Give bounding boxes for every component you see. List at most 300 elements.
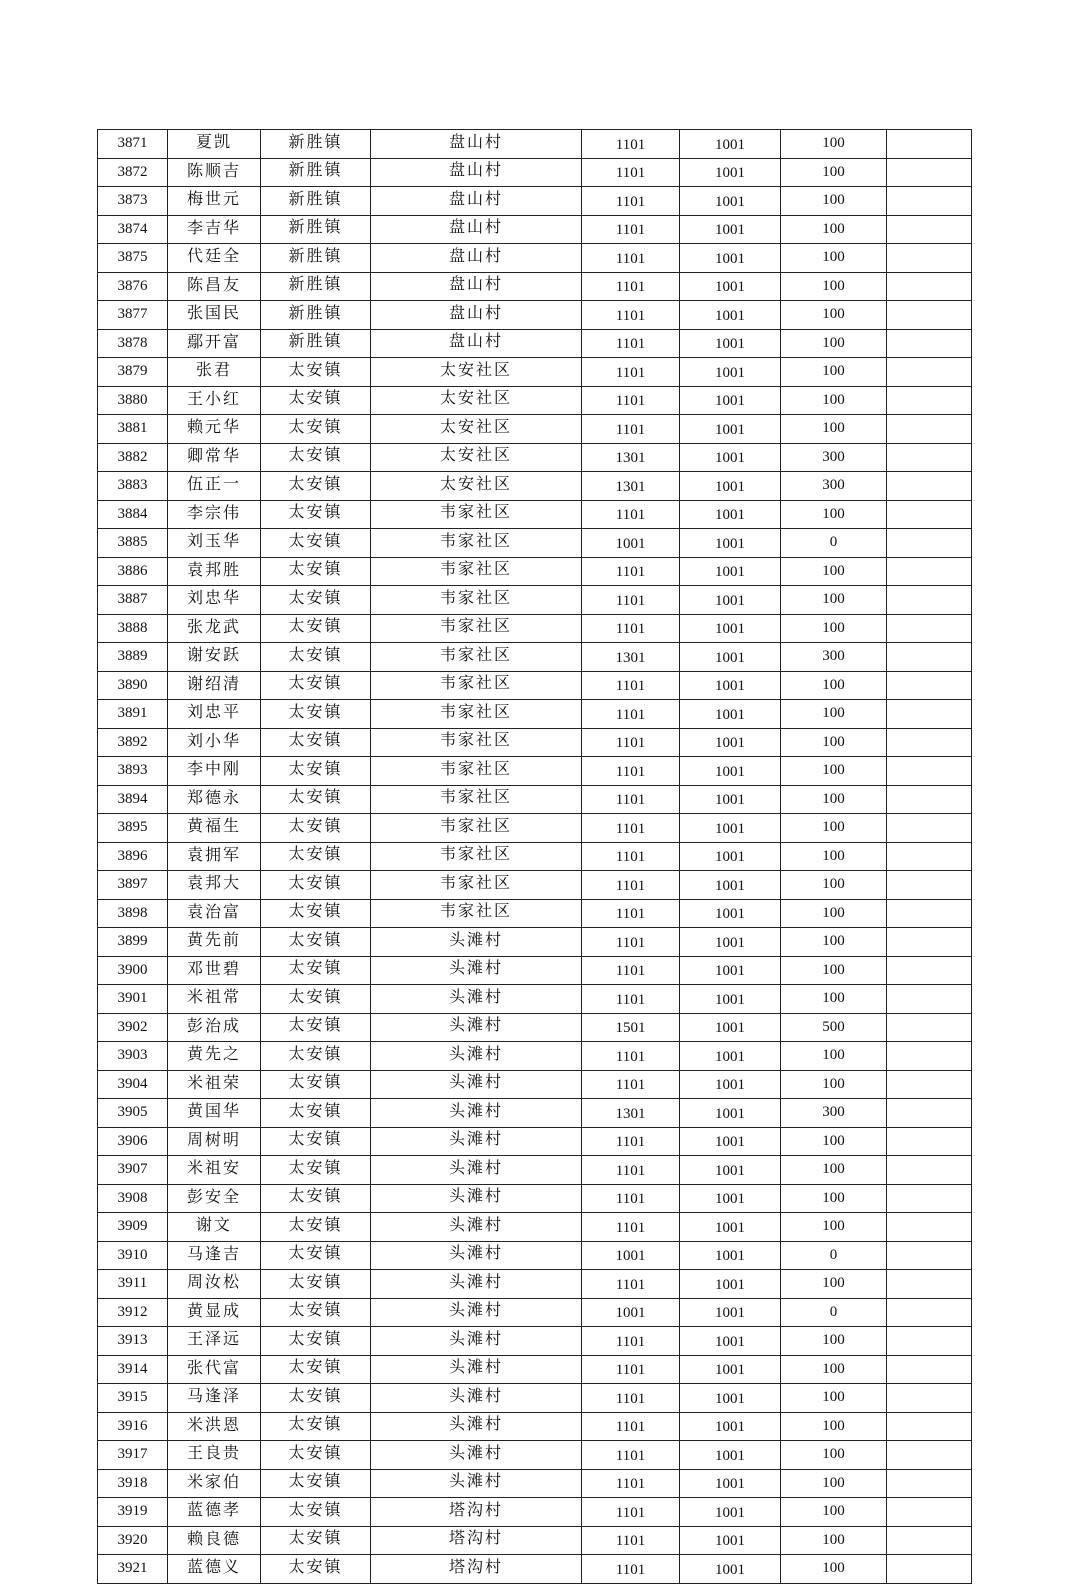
amount-cell: 100: [781, 842, 887, 871]
remark-cell: [887, 529, 972, 558]
town-cell: 太安镇: [261, 1241, 371, 1270]
village-cell: 韦家社区: [371, 757, 582, 786]
table-row: [98, 1384, 972, 1413]
remark-cell: [887, 1526, 972, 1555]
town-cell: 太安镇: [261, 1412, 371, 1441]
name-cell: 鄢开富: [168, 329, 261, 358]
village-cell: 头滩村: [371, 1469, 582, 1498]
town-cell: 新胜镇: [261, 272, 371, 301]
amount-cell: 100: [781, 1156, 887, 1185]
serial-number-cell: 3890: [98, 671, 168, 700]
name-cell: 陈昌友: [168, 272, 261, 301]
name-cell: 米祖安: [168, 1156, 261, 1185]
table-row: [98, 614, 972, 643]
code-a-cell: 1101: [582, 1327, 680, 1356]
serial-number-cell: 3893: [98, 757, 168, 786]
serial-number-cell: 3908: [98, 1184, 168, 1213]
name-cell: 李宗伟: [168, 500, 261, 529]
amount-cell: 100: [781, 1042, 887, 1071]
code-b-cell: 1001: [680, 1127, 781, 1156]
serial-number-cell: 3886: [98, 557, 168, 586]
serial-number-cell: 3888: [98, 614, 168, 643]
name-cell: 卿常华: [168, 443, 261, 472]
amount-cell: 100: [781, 415, 887, 444]
table-row: [98, 358, 972, 387]
code-a-cell: 1101: [582, 500, 680, 529]
town-cell: 太安镇: [261, 386, 371, 415]
amount-cell: 100: [781, 1127, 887, 1156]
name-cell: 伍正一: [168, 472, 261, 501]
remark-cell: [887, 244, 972, 273]
code-a-cell: 1101: [582, 842, 680, 871]
remark-cell: [887, 1156, 972, 1185]
serial-number-cell: 3883: [98, 472, 168, 501]
serial-number-cell: 3901: [98, 985, 168, 1014]
amount-cell: 100: [781, 700, 887, 729]
remark-cell: [887, 1469, 972, 1498]
serial-number-cell: 3921: [98, 1555, 168, 1584]
name-cell: 黄先前: [168, 928, 261, 957]
serial-number-cell: 3892: [98, 728, 168, 757]
table-row: [98, 1412, 972, 1441]
town-cell: 太安镇: [261, 871, 371, 900]
remark-cell: [887, 472, 972, 501]
code-b-cell: 1001: [680, 1070, 781, 1099]
name-cell: 黄国华: [168, 1099, 261, 1128]
amount-cell: 100: [781, 1526, 887, 1555]
code-a-cell: 1501: [582, 1013, 680, 1042]
amount-cell: 100: [781, 500, 887, 529]
table-row: [98, 1184, 972, 1213]
serial-number-cell: 3912: [98, 1298, 168, 1327]
amount-cell: 100: [781, 1469, 887, 1498]
town-cell: 太安镇: [261, 985, 371, 1014]
name-cell: 彭安全: [168, 1184, 261, 1213]
name-cell: 袁邦大: [168, 871, 261, 900]
remark-cell: [887, 1013, 972, 1042]
code-a-cell: 1101: [582, 187, 680, 216]
remark-cell: [887, 586, 972, 615]
code-a-cell: 1101: [582, 358, 680, 387]
amount-cell: 100: [781, 215, 887, 244]
village-cell: 头滩村: [371, 1241, 582, 1270]
code-a-cell: 1101: [582, 785, 680, 814]
remark-cell: [887, 130, 972, 159]
remark-cell: [887, 1099, 972, 1128]
code-a-cell: 1101: [582, 215, 680, 244]
remark-cell: [887, 1127, 972, 1156]
name-cell: 郑德永: [168, 785, 261, 814]
table-row: [98, 1241, 972, 1270]
table-row: [98, 586, 972, 615]
village-cell: 太安社区: [371, 386, 582, 415]
amount-cell: 100: [781, 329, 887, 358]
village-cell: 盘山村: [371, 158, 582, 187]
village-cell: 头滩村: [371, 956, 582, 985]
table-row: [98, 158, 972, 187]
serial-number-cell: 3899: [98, 928, 168, 957]
remark-cell: [887, 1327, 972, 1356]
code-a-cell: 1101: [582, 557, 680, 586]
amount-cell: 100: [781, 899, 887, 928]
code-a-cell: 1101: [582, 301, 680, 330]
serial-number-cell: 3881: [98, 415, 168, 444]
table-row: [98, 1469, 972, 1498]
village-cell: 头滩村: [371, 1156, 582, 1185]
name-cell: 邓世碧: [168, 956, 261, 985]
remark-cell: [887, 785, 972, 814]
amount-cell: 100: [781, 985, 887, 1014]
serial-number-cell: 3897: [98, 871, 168, 900]
town-cell: 太安镇: [261, 1327, 371, 1356]
name-cell: 张代富: [168, 1355, 261, 1384]
code-a-cell: 1101: [582, 956, 680, 985]
serial-number-cell: 3894: [98, 785, 168, 814]
village-cell: 头滩村: [371, 1270, 582, 1299]
name-cell: 彭治成: [168, 1013, 261, 1042]
table-row: [98, 899, 972, 928]
name-cell: 周树明: [168, 1127, 261, 1156]
code-a-cell: 1101: [582, 1042, 680, 1071]
serial-number-cell: 3874: [98, 215, 168, 244]
table-row: [98, 1327, 972, 1356]
name-cell: 米家伯: [168, 1469, 261, 1498]
code-b-cell: 1001: [680, 1384, 781, 1413]
code-a-cell: 1101: [582, 814, 680, 843]
code-b-cell: 1001: [680, 871, 781, 900]
code-a-cell: 1001: [582, 1298, 680, 1327]
village-cell: 头滩村: [371, 1327, 582, 1356]
name-cell: 夏凯: [168, 130, 261, 159]
name-cell: 张龙武: [168, 614, 261, 643]
amount-cell: 0: [781, 1241, 887, 1270]
name-cell: 刘小华: [168, 728, 261, 757]
serial-number-cell: 3889: [98, 643, 168, 672]
remark-cell: [887, 272, 972, 301]
code-a-cell: 1101: [582, 386, 680, 415]
remark-cell: [887, 1270, 972, 1299]
amount-cell: 100: [781, 158, 887, 187]
serial-number-cell: 3873: [98, 187, 168, 216]
code-a-cell: 1301: [582, 1099, 680, 1128]
village-cell: 韦家社区: [371, 814, 582, 843]
remark-cell: [887, 899, 972, 928]
village-cell: 头滩村: [371, 1070, 582, 1099]
name-cell: 张国民: [168, 301, 261, 330]
town-cell: 太安镇: [261, 814, 371, 843]
serial-number-cell: 3875: [98, 244, 168, 273]
village-cell: 韦家社区: [371, 643, 582, 672]
name-cell: 米祖常: [168, 985, 261, 1014]
town-cell: 太安镇: [261, 1042, 371, 1071]
remark-cell: [887, 1298, 972, 1327]
code-b-cell: 1001: [680, 1099, 781, 1128]
remark-cell: [887, 557, 972, 586]
code-b-cell: 1001: [680, 1298, 781, 1327]
code-b-cell: 1001: [680, 1184, 781, 1213]
amount-cell: 100: [781, 1355, 887, 1384]
name-cell: 黄显成: [168, 1298, 261, 1327]
code-a-cell: 1001: [582, 1241, 680, 1270]
amount-cell: 100: [781, 785, 887, 814]
remark-cell: [887, 614, 972, 643]
table-row: [98, 386, 972, 415]
name-cell: 张君: [168, 358, 261, 387]
amount-cell: 100: [781, 586, 887, 615]
serial-number-cell: 3880: [98, 386, 168, 415]
code-a-cell: 1101: [582, 928, 680, 957]
code-b-cell: 1001: [680, 472, 781, 501]
village-cell: 韦家社区: [371, 899, 582, 928]
code-a-cell: 1101: [582, 586, 680, 615]
code-a-cell: 1101: [582, 1469, 680, 1498]
remark-cell: [887, 928, 972, 957]
town-cell: 太安镇: [261, 643, 371, 672]
town-cell: 新胜镇: [261, 215, 371, 244]
remark-cell: [887, 1412, 972, 1441]
table-row: [98, 472, 972, 501]
amount-cell: 100: [781, 1555, 887, 1584]
amount-cell: 100: [781, 1070, 887, 1099]
remark-cell: [887, 700, 972, 729]
remark-cell: [887, 329, 972, 358]
code-b-cell: 1001: [680, 130, 781, 159]
town-cell: 太安镇: [261, 899, 371, 928]
code-a-cell: 1101: [582, 329, 680, 358]
remark-cell: [887, 1355, 972, 1384]
town-cell: 太安镇: [261, 700, 371, 729]
code-a-cell: 1101: [582, 985, 680, 1014]
name-cell: 李中刚: [168, 757, 261, 786]
village-cell: 韦家社区: [371, 871, 582, 900]
name-cell: 王小红: [168, 386, 261, 415]
serial-number-cell: 3905: [98, 1099, 168, 1128]
village-cell: 韦家社区: [371, 700, 582, 729]
code-b-cell: 1001: [680, 586, 781, 615]
serial-number-cell: 3891: [98, 700, 168, 729]
code-a-cell: 1101: [582, 1526, 680, 1555]
serial-number-cell: 3884: [98, 500, 168, 529]
name-cell: 陈顺吉: [168, 158, 261, 187]
serial-number-cell: 3900: [98, 956, 168, 985]
village-cell: 头滩村: [371, 1384, 582, 1413]
town-cell: 太安镇: [261, 472, 371, 501]
village-cell: 头滩村: [371, 1127, 582, 1156]
code-a-cell: 1001: [582, 529, 680, 558]
amount-cell: 100: [781, 130, 887, 159]
town-cell: 太安镇: [261, 928, 371, 957]
serial-number-cell: 3916: [98, 1412, 168, 1441]
name-cell: 刘忠平: [168, 700, 261, 729]
town-cell: 新胜镇: [261, 329, 371, 358]
table-row: [98, 1355, 972, 1384]
village-cell: 头滩村: [371, 1184, 582, 1213]
town-cell: 太安镇: [261, 500, 371, 529]
table-row: [98, 985, 972, 1014]
remark-cell: [887, 728, 972, 757]
name-cell: 李吉华: [168, 215, 261, 244]
town-cell: 太安镇: [261, 529, 371, 558]
amount-cell: 100: [781, 1498, 887, 1527]
amount-cell: 100: [781, 557, 887, 586]
name-cell: 袁治富: [168, 899, 261, 928]
town-cell: 太安镇: [261, 1469, 371, 1498]
code-a-cell: 1101: [582, 1213, 680, 1242]
code-b-cell: 1001: [680, 1526, 781, 1555]
amount-cell: 0: [781, 529, 887, 558]
town-cell: 太安镇: [261, 956, 371, 985]
amount-cell: 100: [781, 928, 887, 957]
town-cell: 太安镇: [261, 842, 371, 871]
code-a-cell: 1101: [582, 244, 680, 273]
name-cell: 蓝德孝: [168, 1498, 261, 1527]
table-row: [98, 187, 972, 216]
town-cell: 新胜镇: [261, 130, 371, 159]
serial-number-cell: 3885: [98, 529, 168, 558]
amount-cell: 100: [781, 301, 887, 330]
town-cell: 太安镇: [261, 757, 371, 786]
amount-cell: 100: [781, 187, 887, 216]
remark-cell: [887, 842, 972, 871]
village-cell: 太安社区: [371, 443, 582, 472]
town-cell: 太安镇: [261, 1498, 371, 1527]
amount-cell: 100: [781, 1270, 887, 1299]
amount-cell: 100: [781, 1184, 887, 1213]
serial-number-cell: 3896: [98, 842, 168, 871]
remark-cell: [887, 643, 972, 672]
name-cell: 黄先之: [168, 1042, 261, 1071]
table-row: [98, 329, 972, 358]
name-cell: 马逢吉: [168, 1241, 261, 1270]
town-cell: 新胜镇: [261, 158, 371, 187]
table-row: [98, 956, 972, 985]
name-cell: 谢文: [168, 1213, 261, 1242]
village-cell: 太安社区: [371, 472, 582, 501]
code-b-cell: 1001: [680, 272, 781, 301]
village-cell: 韦家社区: [371, 728, 582, 757]
remark-cell: [887, 956, 972, 985]
code-b-cell: 1001: [680, 728, 781, 757]
town-cell: 太安镇: [261, 1070, 371, 1099]
code-a-cell: 1101: [582, 614, 680, 643]
code-a-cell: 1101: [582, 700, 680, 729]
remark-cell: [887, 386, 972, 415]
code-b-cell: 1001: [680, 700, 781, 729]
remark-cell: [887, 814, 972, 843]
table-row: [98, 871, 972, 900]
remark-cell: [887, 985, 972, 1014]
code-b-cell: 1001: [680, 1042, 781, 1071]
amount-cell: 100: [781, 956, 887, 985]
amount-cell: 300: [781, 1099, 887, 1128]
code-b-cell: 1001: [680, 529, 781, 558]
serial-number-cell: 3903: [98, 1042, 168, 1071]
amount-cell: 0: [781, 1298, 887, 1327]
village-cell: 盘山村: [371, 215, 582, 244]
serial-number-cell: 3915: [98, 1384, 168, 1413]
code-b-cell: 1001: [680, 899, 781, 928]
remark-cell: [887, 500, 972, 529]
table-row: [98, 1213, 972, 1242]
code-a-cell: 1101: [582, 899, 680, 928]
amount-cell: 100: [781, 671, 887, 700]
code-a-cell: 1101: [582, 415, 680, 444]
remark-cell: [887, 215, 972, 244]
town-cell: 太安镇: [261, 1555, 371, 1584]
code-b-cell: 1001: [680, 1355, 781, 1384]
serial-number-cell: 3895: [98, 814, 168, 843]
remark-cell: [887, 1384, 972, 1413]
amount-cell: 300: [781, 643, 887, 672]
code-b-cell: 1001: [680, 329, 781, 358]
village-cell: 盘山村: [371, 301, 582, 330]
amount-cell: 100: [781, 1213, 887, 1242]
code-b-cell: 1001: [680, 500, 781, 529]
table-row: [98, 1498, 972, 1527]
village-cell: 头滩村: [371, 1412, 582, 1441]
remark-cell: [887, 1213, 972, 1242]
village-cell: 盘山村: [371, 272, 582, 301]
table-row: [98, 272, 972, 301]
village-cell: 塔沟村: [371, 1498, 582, 1527]
name-cell: 刘忠华: [168, 586, 261, 615]
table-row: [98, 671, 972, 700]
code-a-cell: 1101: [582, 757, 680, 786]
code-b-cell: 1001: [680, 671, 781, 700]
code-b-cell: 1001: [680, 1412, 781, 1441]
name-cell: 米洪恩: [168, 1412, 261, 1441]
town-cell: 太安镇: [261, 1013, 371, 1042]
serial-number-cell: 3918: [98, 1469, 168, 1498]
town-cell: 太安镇: [261, 443, 371, 472]
code-b-cell: 1001: [680, 1270, 781, 1299]
code-a-cell: 1101: [582, 1127, 680, 1156]
name-cell: 蓝德义: [168, 1555, 261, 1584]
name-cell: 王良贵: [168, 1441, 261, 1470]
code-a-cell: 1101: [582, 1498, 680, 1527]
amount-cell: 100: [781, 386, 887, 415]
amount-cell: 100: [781, 728, 887, 757]
village-cell: 盘山村: [371, 130, 582, 159]
town-cell: 新胜镇: [261, 244, 371, 273]
table-row: [98, 1270, 972, 1299]
table-row: [98, 928, 972, 957]
serial-number-cell: 3913: [98, 1327, 168, 1356]
amount-cell: 300: [781, 443, 887, 472]
village-cell: 头滩村: [371, 1042, 582, 1071]
code-b-cell: 1001: [680, 1555, 781, 1584]
village-cell: 韦家社区: [371, 500, 582, 529]
town-cell: 太安镇: [261, 586, 371, 615]
code-a-cell: 1101: [582, 671, 680, 700]
name-cell: 袁拥军: [168, 842, 261, 871]
village-cell: 塔沟村: [371, 1526, 582, 1555]
table-row: [98, 215, 972, 244]
table-row: [98, 557, 972, 586]
serial-number-cell: 3876: [98, 272, 168, 301]
remark-cell: [887, 1184, 972, 1213]
amount-cell: 100: [781, 871, 887, 900]
code-b-cell: 1001: [680, 443, 781, 472]
records-table-body: [98, 130, 972, 1584]
name-cell: 马逢泽: [168, 1384, 261, 1413]
village-cell: 韦家社区: [371, 842, 582, 871]
code-b-cell: 1001: [680, 1241, 781, 1270]
table-row: [98, 301, 972, 330]
table-row: [98, 415, 972, 444]
code-b-cell: 1001: [680, 1498, 781, 1527]
amount-cell: 100: [781, 614, 887, 643]
